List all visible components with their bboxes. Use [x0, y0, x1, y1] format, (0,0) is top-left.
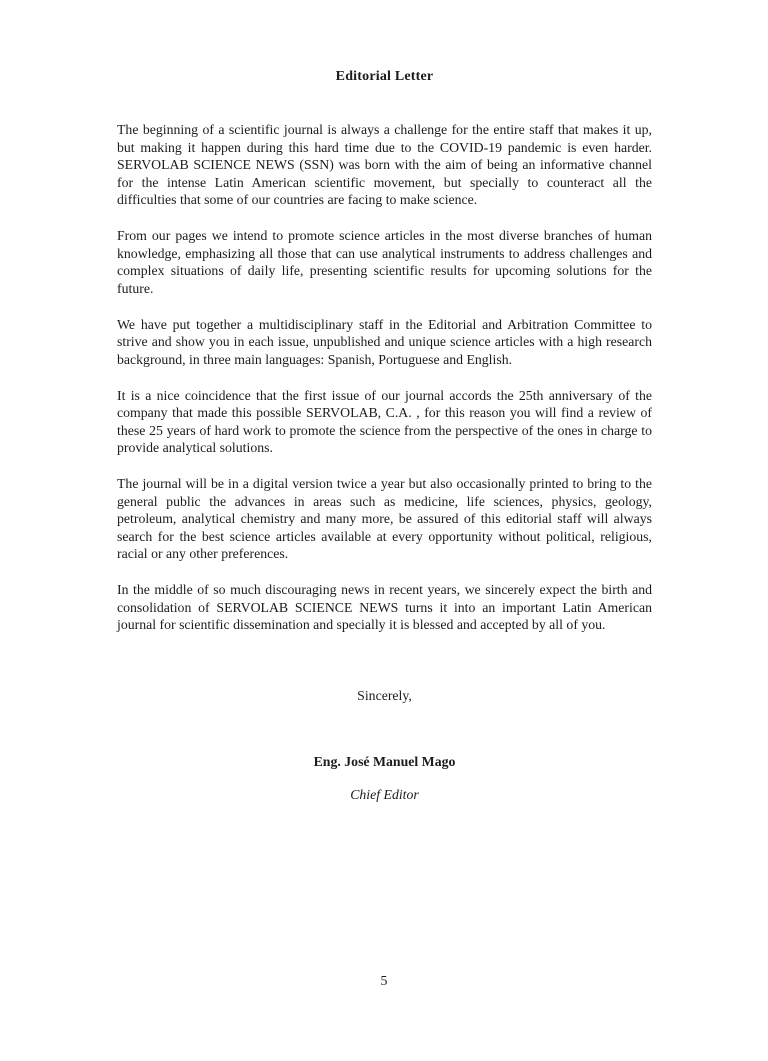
letter-paragraph-1: The beginning of a scientific journal is always a challenge for the entire staff that makes it up, but making it happen during this hard time due to the COVID-19 pandemic is even harder. SERVOLAB SCIENCE NEWS (SSN) was born with the aim of being an informative channel for the intense Latin American scientific movement, but specially to counteract all the difficulties that some of our countries are facing to make science. — [117, 122, 652, 207]
letter-paragraph-5: The journal will be in a digital version twice a year but also occasionally printed to bring to the general public the advances in areas such as medicine, life sciences, physics, geology, petroleum, analytical chemistry and many more, be assured of this editorial staff will always search for the best science articles available at every opportunity without political, religious, racial or any other preferences. — [117, 476, 652, 561]
letter-paragraph-2: From our pages we intend to promote science articles in the most diverse branches of human knowledge, emphasizing all those that can use analytical instruments to address challenges and complex situations of daily life, presenting scientific results for upcoming solutions for the future. — [117, 228, 652, 296]
letter-paragraph-4: It is a nice coincidence that the first issue of our journal accords the 25th anniversary of the company that made this possible SERVOLAB, C.A. , for this reason you will find a review of these 25 years of hard work to promote the science from the perspective of the ones in charge to provide analytical solutions. — [117, 387, 652, 455]
letter-paragraph-3: We have put together a multidisciplinary staff in the Editorial and Arbitration Committee to strive and show you in each issue, unpublished and unique science articles with a high research background, in three main languages: Spanish, Portuguese and English. — [117, 316, 652, 367]
page-number: 5 — [380, 973, 388, 988]
signature-name: Eng. José Manuel Mago — [313, 754, 456, 769]
letter-paragraph-6: In the middle of so much discouraging news in recent years, we sincerely expect the birth and consolidation of SERVOLAB SCIENCE NEWS turns it into an important Latin American journal for scientific dissemination and specially it is blessed and accepted by all of you. — [117, 582, 652, 632]
signature-role: Chief Editor — [350, 786, 419, 802]
closing-salutation: Sincerely, — [357, 687, 412, 703]
letter-body — [117, 0, 652, 803]
document-title: Editorial Letter — [335, 69, 434, 84]
